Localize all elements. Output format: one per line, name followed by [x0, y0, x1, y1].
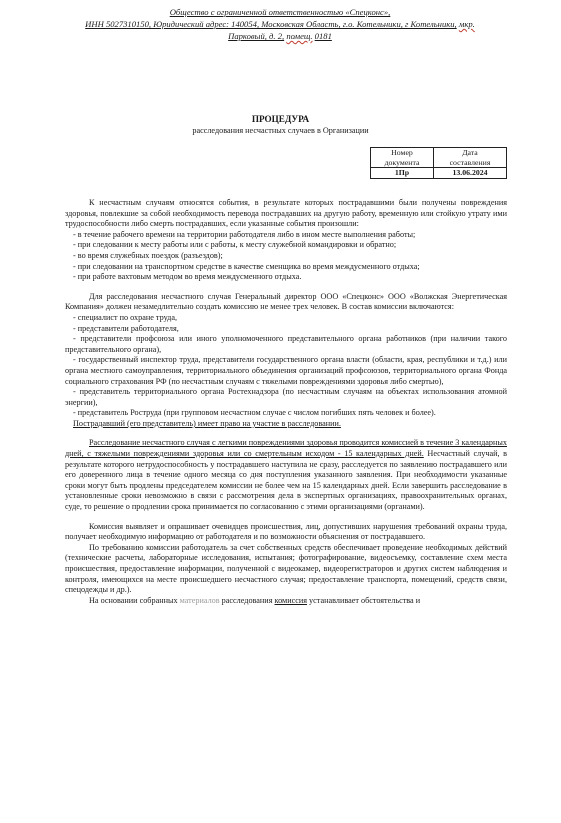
section1-item: - при следовании к месту работы или с работы, к месту служебной командировки и обратно;	[73, 240, 397, 250]
section1-item: - во время служебных поездок (разъездов);	[73, 250, 223, 260]
doc-number-value: 1Пр	[371, 168, 434, 179]
section2-intro: Для расследования несчастного случая Генеральный директор ООО «Спецконс» ООО «Волжская Энергетическая Компания» должен незамедлительно создать комиссию не менее трех человек. В состав комиссии включаются:	[65, 291, 507, 312]
header-line-3b: помещ.	[286, 31, 313, 41]
doc-date-value: 13.06.2024	[434, 168, 507, 179]
section3-paragraph	[65, 438, 507, 512]
document-subtitle: расследования несчастных случаев в Организации	[192, 126, 369, 135]
section4-p3-b: материалов	[179, 595, 220, 605]
section2-item: - представители профсоюза или иного уполномоченного представительного органа работников (при наличии такого представительного органа),	[65, 334, 507, 354]
doc-date-header	[434, 148, 507, 168]
section1-intro: К несчастным случаям относятся события, в результате которых пострадавшими были получены повреждения здоровья, повлекшие за собой необходимость перевода пострадавших на другую работу, временную или стойкую утрату ими трудоспособности либо смерть пострадавших, если указанные события произошли:	[65, 198, 507, 229]
section4-p2: По требованию комиссии работодатель за счет собственных средств обеспечивает проведение необходимых действий (технические расчеты, лабораторные исследования, испытания; фотографирование, видеосъемку, составление схем места происшествия, предоставление информации, полученной с видеокамер, видеорегистраторов и других систем наблюдения и контроля, имеющихся на месте происшедшего несчастного случая; предоставление транспорта, помещений, средств связи, спецодежды и др.).	[65, 542, 507, 595]
document-title: ПРОЦЕДУРА	[251, 114, 310, 124]
header-line-3c: 0181	[314, 31, 332, 41]
company-header	[40, 6, 520, 42]
section2-item: - представители работодателя,	[73, 323, 179, 333]
section2-item: - представитель территориального органа Ростехнадзора (по несчастным случаям на объектах использования атомной энергии),	[65, 387, 507, 407]
section4-p1: Комиссия выявляет и опрашивает очевидцев происшествия, лиц, допустивших нарушения требований охраны труда, получает необходимую информацию от работодателя и по возможности объяснения от пострадавшего.	[65, 521, 507, 542]
doc-number-header	[371, 148, 434, 168]
section1-item: - в течение рабочего времени на территории работодателя либо в ином месте выполнения работы;	[73, 229, 416, 239]
section2-item: - представитель Роструда (при групповом несчастном случае с числом погибших пять человек и более).	[73, 408, 436, 418]
section1-item: - при работе вахтовым методом во время междусменного отдыха.	[73, 272, 302, 282]
section1-item: - при следовании на транспортном средстве в качестве сменщика во время междусменного отдыха;	[73, 261, 420, 271]
section2-item: - государственный инспектор труда, представители государственного органа власти (области, края, республики и т.д.) или органа местного самоуправления, территориального объединения организаций профсоюзов, территориального органа Фонда социального страхования РФ (по несчастным случаям с тяжелыми повреждениями здоровья либо смертью),	[65, 355, 507, 386]
doc-number-header-line1: Номер	[391, 148, 413, 157]
header-line-3a: Парковый, д. 2,	[228, 31, 285, 41]
doc-date-header-line1: Дата	[462, 148, 478, 157]
section3-rest: Несчастный случай, в результате которого нетрудоспособность у пострадавшего наступила не сразу, расследуется по заявлению пострадавшего или его доверенного лица в течение одного месяца со дня поступления указанного заявления. При необходимости указанные сроки могут быть продлены председателем комиссии не более чем на 15 календарных дней. Если завершить расследование в установленные сроки невозможно в связи с рассмотрения дела в экспертных организациях, правоохранительных органах, суде, то решение о продлении срока принимается по согласованию с этими организациями (органами).	[65, 449, 507, 512]
document-body	[65, 198, 507, 606]
section4-p3-c: расследования	[221, 595, 273, 605]
section4-p3	[65, 596, 507, 607]
document-meta-table	[370, 147, 507, 179]
doc-number-header-line2: документа	[384, 157, 420, 167]
section4-p3-a: На основании собранных	[89, 595, 178, 605]
header-line-1: Общество с ограниченной ответственностью «Спецконс»,	[169, 7, 391, 17]
header-line-2-tail: мкр.	[458, 19, 475, 29]
section4-p3-e: устанавливает обстоятельства и	[309, 595, 421, 605]
section4-p3-d: комиссия	[274, 595, 307, 605]
header-line-2: ИНН 5027310150, Юридический адрес: 140054, Московская Область, г.о. Котельники, г Котельники,	[85, 19, 457, 29]
doc-date-header-line2: составления	[449, 157, 491, 167]
section3-underlined: Расследование несчастного случая с легкими повреждениями здоровья проводится комиссией в течение 3 календарных дней, с тяжелыми повреждениями здоровья или со смертельным исходом - 15 календарных дней.	[65, 438, 507, 459]
victim-right-text: Пострадавший (его представитель) имеет право на участие в расследовании.	[73, 418, 341, 428]
section2-item: - специалист по охране труда,	[73, 312, 178, 322]
